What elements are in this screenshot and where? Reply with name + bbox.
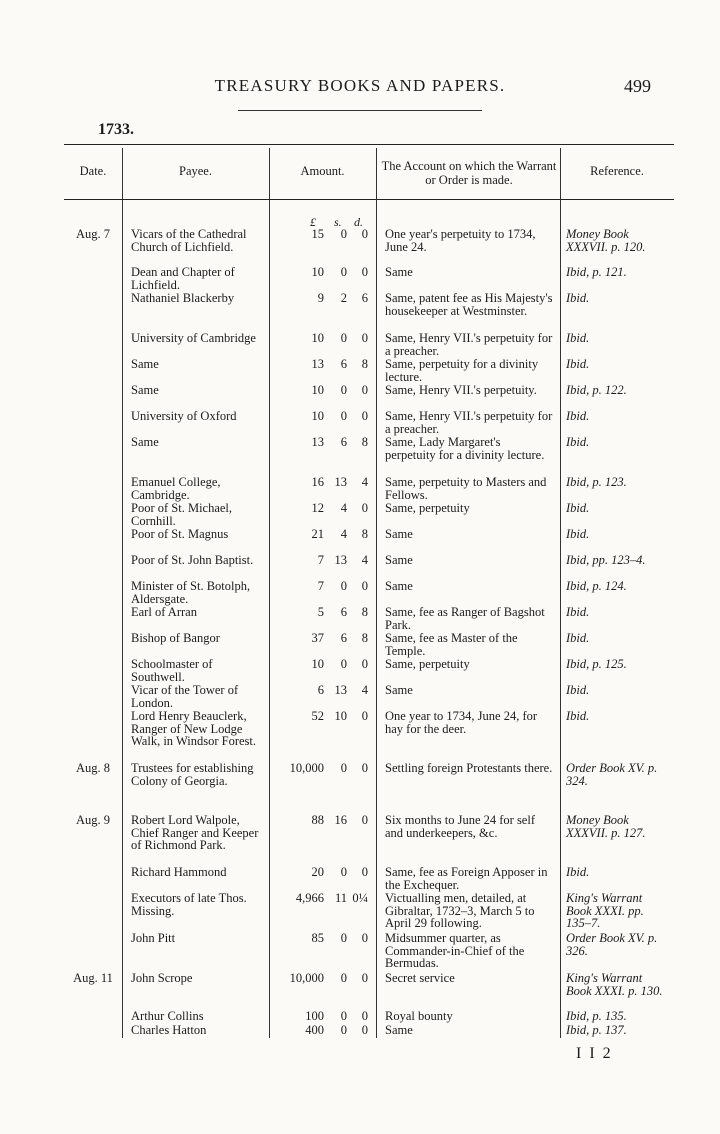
- row-amount-pounds: 37: [311, 631, 324, 645]
- row-account: Same, fee as Master of the Temple.: [385, 631, 518, 658]
- row-amount-shillings: 0: [340, 657, 347, 671]
- row-amount-pence: 0: [361, 931, 368, 945]
- row-amount-pounds: 10,000: [289, 971, 324, 985]
- row-reference: Ibid, p. 123.: [566, 475, 627, 489]
- column-divider: [122, 148, 123, 1038]
- column-divider: [269, 148, 270, 1038]
- row-amount-shillings: 6: [340, 357, 347, 371]
- row-payee: Poor of St. John Baptist.: [131, 553, 254, 567]
- row-reference: Money Book XXXVII. p. 127.: [566, 813, 646, 840]
- row-amount-pounds: 13: [311, 435, 324, 449]
- row-account: Midsummer quarter, as Commander-in-Chief of the Bermudas.: [385, 931, 525, 970]
- row-reference: Ibid.: [566, 865, 590, 879]
- row-date: Aug. 8: [75, 761, 111, 775]
- row-payee: Same: [131, 383, 159, 397]
- row-account: Same, perpetuity to Masters and Fellows.: [385, 475, 547, 502]
- row-payee: Minister of St. Botolph, Aldersgate.: [131, 579, 251, 606]
- row-amount-pence: 0: [361, 409, 368, 423]
- row-payee: University of Cambridge: [131, 331, 256, 345]
- column-header-payee: Payee.: [179, 164, 212, 178]
- row-reference: King's Warrant Book XXXI. p. 130.: [566, 971, 663, 998]
- table-header-rule: [64, 199, 674, 200]
- row-amount-pence: 4: [361, 553, 368, 567]
- row-amount-shillings: 4: [340, 527, 347, 541]
- row-amount-pence: 0: [361, 657, 368, 671]
- row-amount-shillings: 11: [334, 891, 347, 905]
- row-account: Settling foreign Protestants there.: [385, 761, 553, 775]
- row-amount-pence: 0: [361, 227, 368, 241]
- row-payee: Bishop of Bangor: [131, 631, 220, 645]
- row-payee: Trustees for establishing Colony of Georgia.: [131, 761, 254, 788]
- row-account: Same, patent fee as His Majesty's housekeeper at Westminster.: [385, 291, 553, 318]
- row-amount-shillings: 0: [340, 331, 347, 345]
- row-amount-pounds: 15: [311, 227, 324, 241]
- pounds-label: £: [310, 215, 316, 229]
- row-amount-pence: 8: [361, 357, 368, 371]
- row-amount-pounds: 10: [311, 331, 324, 345]
- row-amount-pounds: 10: [311, 265, 324, 279]
- row-amount-pence: 0: [361, 265, 368, 279]
- row-payee: Emanuel College, Cambridge.: [131, 475, 221, 502]
- row-payee: Richard Hammond: [131, 865, 227, 879]
- row-amount-pence: 0: [361, 501, 368, 515]
- row-amount-pence: 8: [361, 631, 368, 645]
- row-account: Same, Lady Margaret's perpetuity for a divinity lecture.: [385, 435, 545, 462]
- row-amount-pounds: 10: [311, 383, 324, 397]
- row-amount-shillings: 6: [340, 631, 347, 645]
- column-header-amount: Amount.: [300, 164, 345, 178]
- row-payee: Vicars of the Cathedral Church of Lichfield.: [131, 227, 247, 254]
- row-amount-shillings: 0: [340, 383, 347, 397]
- row-reference: Ibid, p. 125.: [566, 657, 627, 671]
- row-amount-pence: 0: [361, 579, 368, 593]
- row-reference: Ibid, pp. 123–4.: [566, 553, 646, 567]
- row-amount-pounds: 52: [311, 709, 324, 723]
- row-amount-pounds: 5: [317, 605, 324, 619]
- row-amount-pence: 0¼: [352, 891, 368, 905]
- row-amount-pounds: 85: [311, 931, 324, 945]
- row-account: Same: [385, 1023, 413, 1037]
- row-reference: Ibid.: [566, 409, 590, 423]
- row-amount-pence: 8: [361, 435, 368, 449]
- row-amount-pence: 0: [361, 971, 368, 985]
- row-account: Same: [385, 683, 413, 697]
- row-amount-pounds: 100: [305, 1009, 324, 1023]
- row-account: One year's perpetuity to 1734, June 24.: [385, 227, 536, 254]
- column-header-date: Date.: [79, 164, 107, 178]
- page-number: 499: [624, 76, 651, 96]
- row-reference: Ibid.: [566, 605, 590, 619]
- row-reference: Ibid, p. 137.: [566, 1023, 627, 1037]
- header-rule: [238, 110, 482, 111]
- row-payee: Arthur Collins: [131, 1009, 204, 1023]
- row-account: Same, fee as Ranger of Bagshot Park.: [385, 605, 545, 632]
- row-reference: Order Book XV. p. 324.: [566, 761, 658, 788]
- row-reference: Order Book XV. p. 326.: [566, 931, 658, 958]
- row-account: Six months to June 24 for self and underkeepers, &c.: [385, 813, 535, 840]
- row-payee: Poor of St. Magnus: [131, 527, 229, 541]
- row-payee: University of Oxford: [131, 409, 237, 423]
- row-amount-pounds: 4,966: [295, 891, 324, 905]
- row-amount-pence: 0: [361, 383, 368, 397]
- row-amount-pounds: 88: [311, 813, 324, 827]
- running-header-title: TREASURY BOOKS AND PAPERS.: [214, 76, 506, 95]
- row-account: Same: [385, 265, 413, 279]
- row-payee: Earl of Arran: [131, 605, 197, 619]
- row-payee: Robert Lord Walpole, Chief Ranger and Keeper of Richmond Park.: [131, 813, 259, 852]
- row-amount-pence: 0: [361, 709, 368, 723]
- row-payee: Executors of late Thos. Missing.: [131, 891, 247, 918]
- row-amount-shillings: 0: [340, 265, 347, 279]
- row-reference: Ibid.: [566, 331, 590, 345]
- row-account: Same: [385, 579, 413, 593]
- row-amount-pounds: 10,000: [289, 761, 324, 775]
- row-amount-pence: 4: [361, 683, 368, 697]
- row-payee: Lord Henry Beauclerk, Ranger of New Lodge Walk, in Windsor Forest.: [131, 709, 256, 748]
- row-reference: Money Book XXXVII. p. 120.: [566, 227, 646, 254]
- row-amount-shillings: 2: [340, 291, 347, 305]
- row-account: Royal bounty: [385, 1009, 453, 1023]
- row-amount-pence: 6: [361, 291, 368, 305]
- row-amount-pounds: 10: [311, 657, 324, 671]
- column-divider: [376, 148, 377, 1038]
- row-payee: Dean and Chapter of Lichfield.: [131, 265, 235, 292]
- row-payee: Charles Hatton: [131, 1023, 207, 1037]
- row-amount-shillings: 6: [340, 435, 347, 449]
- row-amount-pence: 0: [361, 1009, 368, 1023]
- row-amount-pounds: 16: [311, 475, 324, 489]
- row-reference: Ibid.: [566, 631, 590, 645]
- year-heading: 1733.: [98, 121, 134, 138]
- row-reference: Ibid.: [566, 291, 590, 305]
- row-reference: Ibid, p. 124.: [566, 579, 627, 593]
- row-amount-shillings: 0: [340, 579, 347, 593]
- row-payee: Vicar of the Tower of London.: [131, 683, 239, 710]
- row-reference: Ibid, p. 121.: [566, 265, 627, 279]
- row-amount-pence: 4: [361, 475, 368, 489]
- row-reference: Ibid.: [566, 527, 590, 541]
- row-amount-pounds: 12: [311, 501, 324, 515]
- row-payee: John Scrope: [131, 971, 193, 985]
- row-account: Same: [385, 553, 413, 567]
- row-reference: King's Warrant Book XXXI. pp. 135–7.: [566, 891, 644, 930]
- table-top-rule: [64, 144, 674, 145]
- row-account: One year to 1734, June 24, for hay for the deer.: [385, 709, 538, 736]
- row-account: Same, perpetuity for a divinity lecture.: [385, 357, 539, 384]
- column-header-reference: Reference.: [590, 164, 644, 178]
- row-reference: Ibid.: [566, 357, 590, 371]
- row-amount-pence: 0: [361, 865, 368, 879]
- row-amount-pence: 8: [361, 527, 368, 541]
- row-amount-pounds: 6: [317, 683, 324, 697]
- row-amount-pounds: 7: [317, 553, 324, 567]
- shillings-label: s.: [334, 215, 342, 229]
- row-amount-pounds: 9: [317, 291, 324, 305]
- row-amount-pence: 0: [361, 331, 368, 345]
- row-amount-shillings: 0: [340, 931, 347, 945]
- row-reference: Ibid.: [566, 435, 590, 449]
- row-payee: Poor of St. Michael, Cornhill.: [131, 501, 233, 528]
- row-amount-pounds: 20: [311, 865, 324, 879]
- row-account: Same, Henry VII.'s perpetuity for a preacher.: [385, 409, 553, 436]
- row-amount-pounds: 400: [305, 1023, 324, 1037]
- signature-mark: I I 2: [576, 1045, 613, 1062]
- row-amount-shillings: 0: [340, 227, 347, 241]
- row-account: Secret service: [385, 971, 455, 985]
- row-amount-pence: 0: [361, 1023, 368, 1037]
- row-amount-pence: 8: [361, 605, 368, 619]
- row-payee: Same: [131, 435, 159, 449]
- row-payee: Same: [131, 357, 159, 371]
- row-account: Same, Henry VII.'s perpetuity for a preacher.: [385, 331, 553, 358]
- row-payee: Schoolmaster of Southwell.: [131, 657, 213, 684]
- row-date: Aug. 9: [75, 813, 111, 827]
- row-amount-shillings: 13: [334, 475, 347, 489]
- row-account: Same, perpetuity: [385, 501, 470, 515]
- row-amount-pence: 0: [361, 813, 368, 827]
- pence-label: d.: [354, 215, 363, 229]
- row-amount-shillings: 0: [340, 1023, 347, 1037]
- row-reference: Ibid.: [566, 709, 590, 723]
- row-amount-pounds: 13: [311, 357, 324, 371]
- row-reference: Ibid, p. 135.: [566, 1009, 627, 1023]
- column-divider: [560, 148, 561, 1038]
- row-account: Victualling men, detailed, at Gibraltar, 1732–3, March 5 to April 29 following.: [385, 891, 535, 930]
- row-account: Same, Henry VII.'s perpetuity.: [385, 383, 537, 397]
- row-amount-shillings: 6: [340, 605, 347, 619]
- row-date: Aug. 11: [73, 971, 113, 985]
- row-amount-pounds: 10: [311, 409, 324, 423]
- column-header-account: The Account on which the Warrant or Order is made.: [381, 159, 557, 187]
- row-reference: Ibid, p. 122.: [566, 383, 627, 397]
- row-amount-shillings: 0: [340, 1009, 347, 1023]
- row-date: Aug. 7: [75, 227, 111, 241]
- row-reference: Ibid.: [566, 501, 590, 515]
- row-reference: Ibid.: [566, 683, 590, 697]
- row-amount-shillings: 13: [334, 683, 347, 697]
- row-payee: John Pitt: [131, 931, 176, 945]
- row-account: Same, fee as Foreign Apposer in the Exchequer.: [385, 865, 548, 892]
- row-amount-pounds: 21: [311, 527, 324, 541]
- row-amount-shillings: 4: [340, 501, 347, 515]
- row-account: Same, perpetuity: [385, 657, 470, 671]
- row-amount-shillings: 10: [334, 709, 347, 723]
- row-amount-pence: 0: [361, 761, 368, 775]
- row-account: Same: [385, 527, 413, 541]
- row-amount-shillings: 0: [340, 971, 347, 985]
- row-amount-shillings: 0: [340, 865, 347, 879]
- row-amount-shillings: 13: [334, 553, 347, 567]
- row-amount-shillings: 0: [340, 409, 347, 423]
- row-amount-shillings: 0: [340, 761, 347, 775]
- row-amount-pounds: 7: [317, 579, 324, 593]
- row-amount-shillings: 16: [334, 813, 347, 827]
- row-payee: Nathaniel Blackerby: [131, 291, 235, 305]
